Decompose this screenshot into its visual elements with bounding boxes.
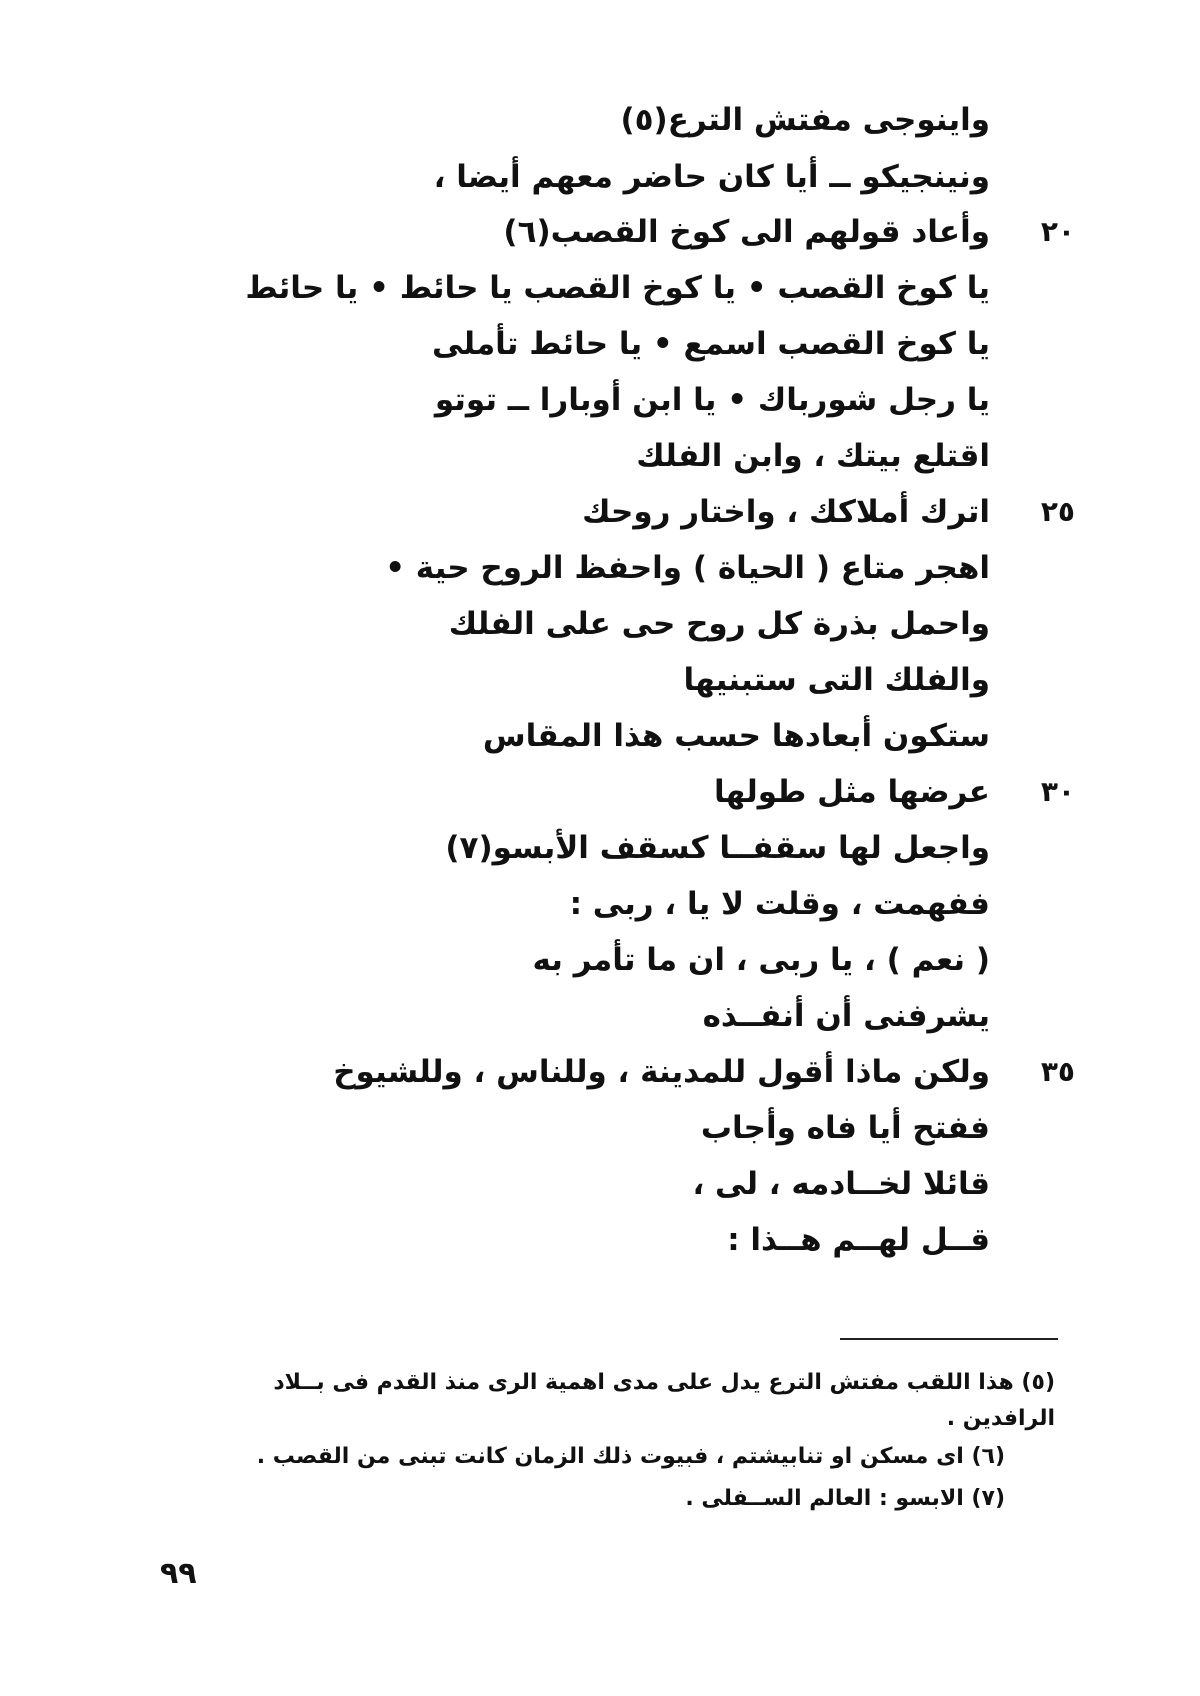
- line-number: ٣٥: [1040, 1055, 1075, 1088]
- verse-line: ففتح أيا فاه وأجاب: [700, 1110, 990, 1146]
- verse-line: ونينجيكو ــ أيا كان حاضر معهم أيضا ،: [433, 159, 990, 195]
- line-number: ٢٠: [1040, 215, 1075, 248]
- verse-line: اقتلع بيتك ، وابن الفلك: [636, 438, 990, 474]
- footnote: (٧) الابسو : العالم الســفلى .: [685, 1486, 1005, 1511]
- page-number: ٩٩: [160, 1556, 197, 1591]
- verse-line: ولكن ماذا أقول للمدينة ، وللناس ، وللشيوخ: [333, 1054, 990, 1090]
- footnote: (٥) هذا اللقب مفتش الترع يدل على مدى اهمية الرى منذ القدم فى بــلاد: [273, 1370, 1055, 1395]
- verse-line: ستكون أبعادها حسب هذا المقاس: [482, 718, 990, 754]
- verse-line: يا رجل شورباك • يا ابن أوبارا ــ توتو: [434, 382, 990, 418]
- verse-line: اترك أملاكك ، واختار روحك: [582, 494, 990, 530]
- line-number: ٢٥: [1040, 495, 1075, 528]
- verse-line: قائلا لخــادمه ، لى ،: [692, 1166, 990, 1202]
- verse-line: والفلك التى ستبنيها: [683, 662, 990, 698]
- verse-line: عرضها مثل طولها: [713, 774, 990, 810]
- footnote-separator: [840, 1338, 1058, 1340]
- verse-line: واجعل لها سقفــا كسقف الأبسو(٧): [445, 830, 990, 866]
- verse-line: يشرفنى أن أنفــذه: [702, 998, 990, 1034]
- verse-line: يا كوخ القصب اسمع • يا حائط تأملى: [431, 326, 990, 362]
- verse-line: يا كوخ القصب • يا كوخ القصب يا حائط • يا حائط: [245, 270, 990, 306]
- footnote-continuation: الرافدين .: [946, 1406, 1055, 1431]
- verse-line: قــل لهــم هــذا :: [727, 1222, 990, 1258]
- line-number: ٣٠: [1040, 775, 1075, 808]
- verse-line: واحمل بذرة كل روح حى على الفلك: [448, 606, 990, 642]
- verse-line: ففهمت ، وقلت لا يا ، ربى :: [569, 886, 990, 922]
- footnote: (٦) اى مسكن او تنابيشتم ، فبيوت ذلك الزمان كانت تبنى من القصب .: [256, 1444, 1005, 1469]
- verse-line: وأعاد قولهم الى كوخ القصب(٦): [503, 214, 990, 250]
- verse-line: واينوجى مفتش الترع(٥): [620, 102, 990, 138]
- verse-line: ( نعم ) ، يا ربى ، ان ما تأمر به: [532, 942, 990, 978]
- verse-line: اهجر متاع ( الحياة ) واحفظ الروح حية •: [385, 550, 990, 586]
